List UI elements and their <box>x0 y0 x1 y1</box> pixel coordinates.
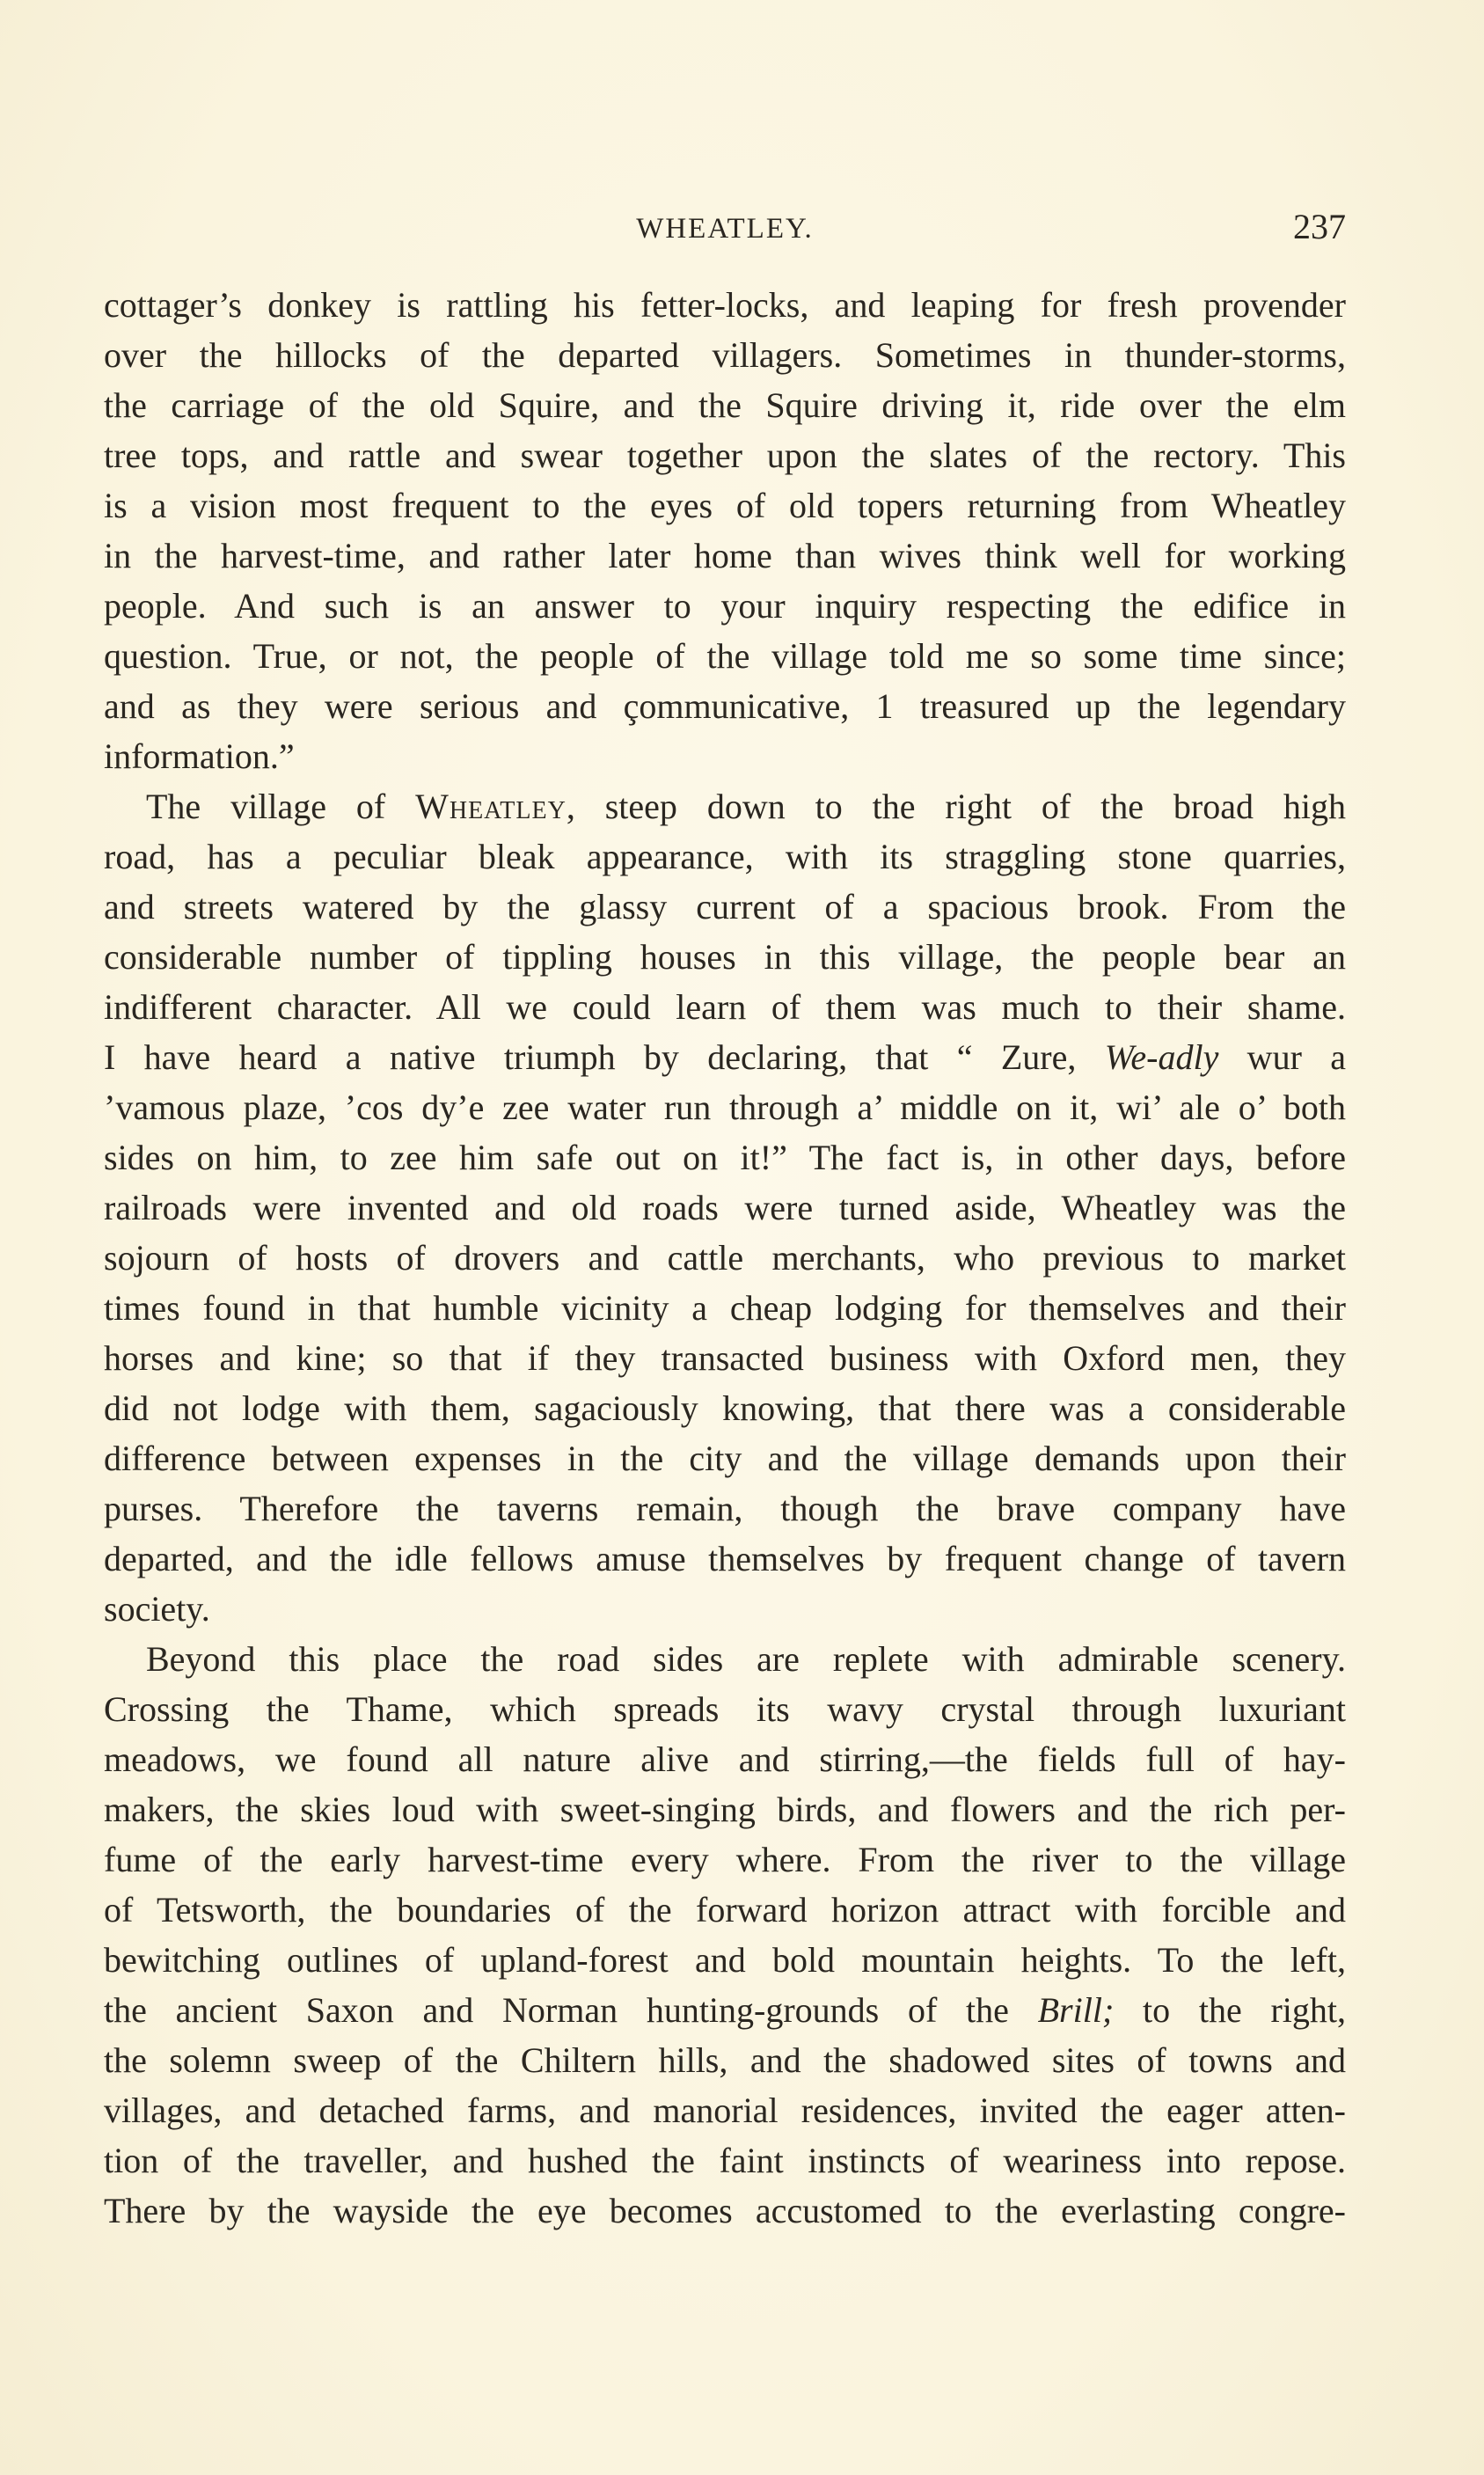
text-line: is a vision most frequent to the eyes of old topers returning from Wheatley <box>104 486 1346 525</box>
text-line <box>104 781 1346 831</box>
text-line: question. True, or not, the people of the village told me so some time since; <box>104 636 1346 676</box>
text-line: Beyond this place the road sides are replete with admirable scenery. <box>146 1639 1346 1679</box>
text-line: people. And such is an answer to your inquiry respecting the edifice in <box>104 586 1346 626</box>
text-line: and streets watered by the glassy current of a spacious brook. From the <box>104 887 1346 926</box>
text-line: horses and kine; so that if they transacted business with Oxford men, they <box>104 1338 1346 1378</box>
text-line: did not lodge with them, sagaciously knowing, that there was a considerable <box>104 1388 1346 1428</box>
text-run: , steep down to the right of the broad high <box>566 787 1346 826</box>
text-line: of Tetsworth, the boundaries of the forward horizon attract with forcible and <box>104 1890 1346 1929</box>
place-name-italic: Brill; <box>1037 1990 1115 2030</box>
text-line: indifferent character. All we could learn of them was much to their shame. <box>104 987 1346 1027</box>
text-line: over the hillocks of the departed villagers. Sometimes in thunder-storms, <box>104 335 1346 375</box>
text-run: The village of <box>146 787 416 826</box>
text-line: fume of the early harvest-time every where. From the river to the village <box>104 1840 1346 1879</box>
text-line <box>104 1985 1346 2035</box>
place-name-smallcaps: Wheatley <box>415 787 567 826</box>
text-line: road, has a peculiar bleak appearance, with its straggling stone quarries, <box>104 837 1346 876</box>
text-line: railroads were invented and old roads were turned aside, Wheatley was the <box>104 1188 1346 1227</box>
text-run: the ancient Saxon and Norman hunting-grounds of the <box>104 1990 1038 2030</box>
text-line: departed, and the idle fellows amuse themselves by frequent change of tavern <box>104 1539 1346 1578</box>
dialect-italic: We-adly <box>1104 1037 1219 1077</box>
running-title: WHEATLEY. <box>636 213 814 245</box>
text-line: cottager’s donkey is rattling his fetter-locks, and leaping for fresh provender <box>104 285 1346 325</box>
text-run: I have heard a native triumph by declaring, that “ Zure, <box>104 1037 1105 1077</box>
page-number: 237 <box>1293 207 1346 246</box>
text-run: to the right, <box>1114 1990 1346 2030</box>
text-line: sojourn of hosts of drovers and cattle merchants, who previous to market <box>104 1238 1346 1278</box>
text-line: Crossing the Thame, which spreads its wavy crystal through luxuriant <box>104 1689 1346 1729</box>
text-line: the carriage of the old Squire, and the Squire driving it, ride over the elm <box>104 385 1346 425</box>
text-run: wur a <box>1218 1037 1346 1077</box>
text-line: information.” <box>104 736 295 776</box>
text-line: villages, and detached farms, and manorial residences, invited the eager atten- <box>104 2091 1346 2130</box>
text-line: There by the wayside the eye becomes accustomed to the everlasting congre- <box>104 2191 1346 2230</box>
text-line: tion of the traveller, and hushed the faint instincts of weariness into repose. <box>104 2141 1346 2180</box>
running-head <box>104 202 1346 255</box>
text-line <box>104 1032 1346 1082</box>
text-line: difference between expenses in the city and the village demands upon their <box>104 1439 1346 1478</box>
text-line: sides on him, to zee him safe out on it!” The fact is, in other days, before <box>104 1138 1346 1177</box>
text-line: meadows, we found all nature alive and stirring,—the fields full of hay- <box>104 1739 1346 1779</box>
text-line: ’vamous plaze, ’cos dy’e zee water run through a’ middle on it, wi’ ale o’ both <box>104 1087 1346 1127</box>
text-line: makers, the skies loud with sweet-singing birds, and flowers and the rich per- <box>104 1790 1346 1829</box>
text-line: times found in that humble vicinity a cheap lodging for themselves and their <box>104 1288 1346 1328</box>
text-line: tree tops, and rattle and swear together upon the slates of the rectory. This <box>104 436 1346 475</box>
text-line: society. <box>104 1589 210 1629</box>
body-text <box>104 280 1346 2236</box>
text-line: the solemn sweep of the Chiltern hills, and the shadowed sites of towns and <box>104 2040 1346 2080</box>
text-line: considerable number of tippling houses in this village, the people bear an <box>104 937 1346 977</box>
text-line: bewitching outlines of upland-forest and bold mountain heights. To the left, <box>104 1940 1346 1980</box>
text-line: and as they were serious and çommunicative, 1 treasured up the legendary <box>104 686 1346 726</box>
text-line: purses. Therefore the taverns remain, though the brave company have <box>104 1489 1346 1528</box>
text-line: in the harvest-time, and rather later home than wives think well for working <box>104 536 1346 575</box>
